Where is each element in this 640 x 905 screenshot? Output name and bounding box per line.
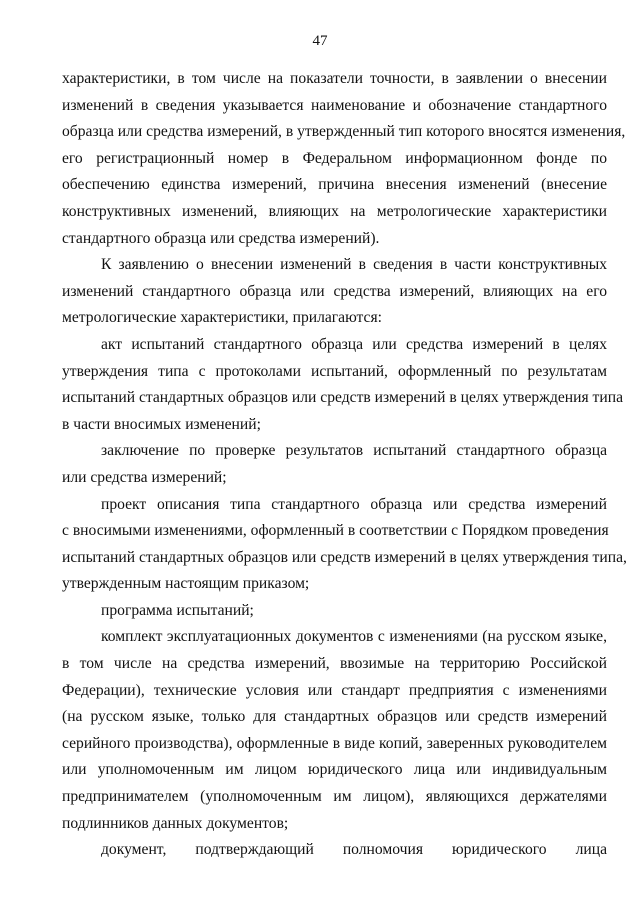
text-line: Федерации), технические условия или стандарт предприятия с изменениями xyxy=(62,681,607,699)
paragraph xyxy=(62,837,607,864)
text-line: (на русском языке, только для стандартных образцов или средств измерений xyxy=(62,708,607,726)
paragraph xyxy=(62,598,607,625)
paragraph xyxy=(62,66,626,252)
body-text xyxy=(62,66,627,864)
text-line: подлинников данных документов; xyxy=(62,814,289,832)
text-line: предпринимателем (уполномоченным им лицом), являющихся держателями xyxy=(62,788,607,806)
paragraph xyxy=(62,252,607,332)
text-line: стандартного образца или средства измерений). xyxy=(62,229,380,247)
paragraph xyxy=(62,332,623,438)
text-line: с вносимыми изменениями, оформленный в соответствии с Порядком проведения xyxy=(62,522,609,540)
paragraph xyxy=(62,438,607,491)
text-line: комплект эксплуатационных документов с изменениями (на русском языке, xyxy=(101,628,607,646)
paragraph xyxy=(62,492,627,598)
paragraph xyxy=(62,624,607,837)
text-line: в том числе на средства измерений, ввозимые на территорию Российской xyxy=(62,655,607,673)
text-line: обеспечению единства измерений, причина внесения изменений (внесение xyxy=(62,176,607,194)
text-line: образца или средства измерений, в утвержденный тип которого вносятся изменения, xyxy=(62,123,626,141)
text-line: метрологические характеристики, прилагаются: xyxy=(62,309,382,327)
text-line: заключение по проверке результатов испытаний стандартного образца xyxy=(101,442,607,460)
text-line: программа испытаний; xyxy=(101,601,254,619)
text-line: документ, подтверждающий полномочия юридического лица xyxy=(101,841,607,859)
text-line: характеристики, в том числе на показатели точности, в заявлении о внесении xyxy=(62,70,607,87)
text-line: или средства измерений; xyxy=(62,468,227,486)
text-line: серийного производства), оформленные в виде копий, заверенных руководителем xyxy=(62,734,607,752)
text-line: конструктивных изменений, влияющих на метрологические характеристики xyxy=(62,202,607,220)
text-line: утвержденным настоящим приказом; xyxy=(62,575,310,593)
text-line: в части вносимых изменений; xyxy=(62,415,261,433)
text-line: испытаний стандартных образцов или средств измерений в целях утверждения типа xyxy=(62,389,623,407)
text-line: испытаний стандартных образцов или средств измерений в целях утверждения типа, xyxy=(62,548,627,566)
text-line: изменений стандартного образца или средства измерений, влияющих на его xyxy=(62,282,607,300)
text-line: проект описания типа стандартного образца или средства измерений xyxy=(101,495,607,513)
text-line: изменений в сведения указывается наименование и обозначение стандартного xyxy=(62,96,607,114)
text-line: его регистрационный номер в Федеральном информационном фонде по xyxy=(62,149,607,167)
text-line: утверждения типа с протоколами испытаний, оформленный по результатам xyxy=(62,362,607,380)
text-line: акт испытаний стандартного образца или средства измерений в целях xyxy=(101,335,607,353)
page-number: 47 xyxy=(312,33,328,49)
text-line: или уполномоченным им лицом юридического лица или индивидуальным xyxy=(62,761,607,779)
text-line: К заявлению о внесении изменений в сведения в части конструктивных xyxy=(101,256,607,274)
